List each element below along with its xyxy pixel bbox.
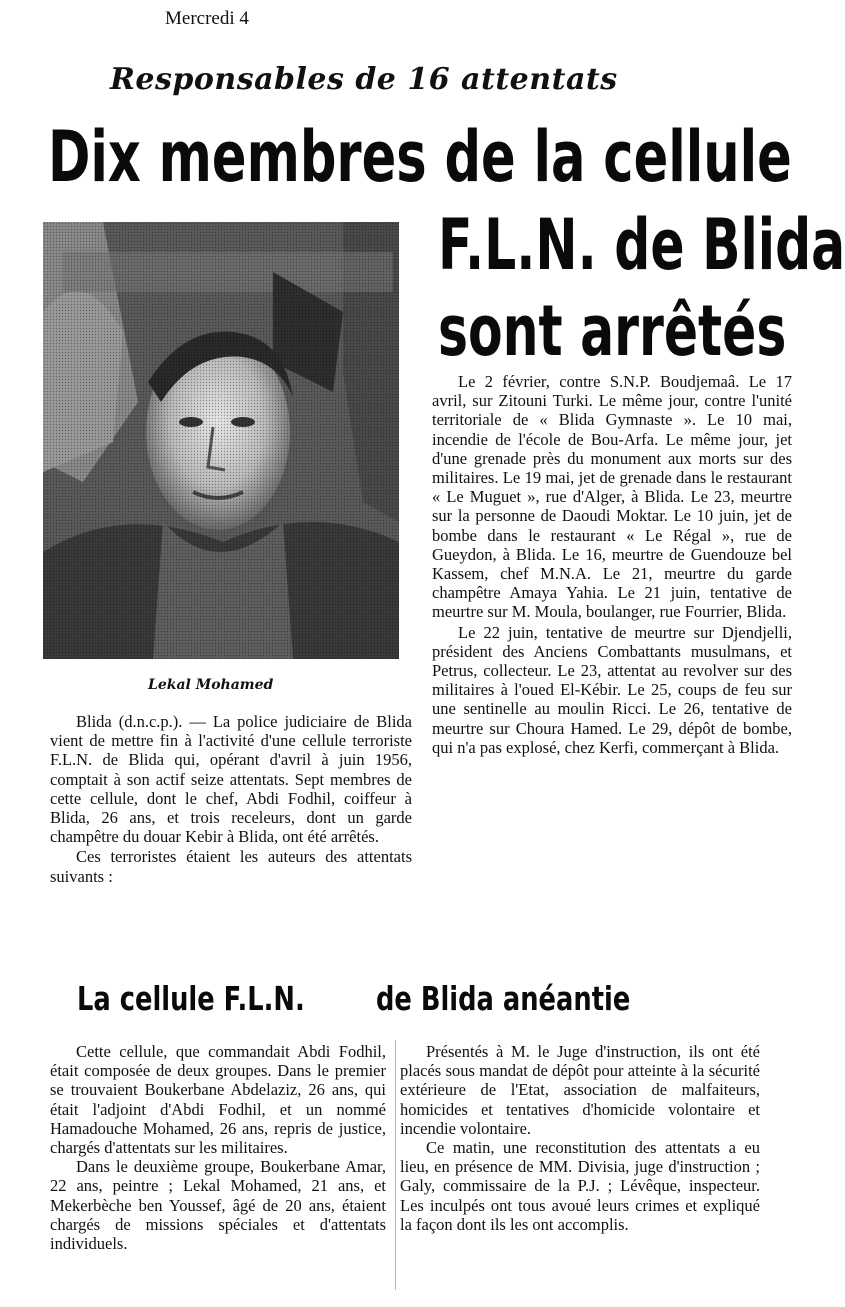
intro-paragraph: Ces terroristes étaient les auteurs des attentats suivants : [50,847,412,886]
portrait-photo [43,222,399,659]
justice-paragraph: Présentés à M. le Juge d'instruction, ils ont été placés sous mandat de dépôt pour atteinte à la sécurité extérieure de l'Etat, association de malfaiteurs, homicides et tentatives d'homicide volontaire et incendie volontaire. [400,1042,760,1138]
attacks-paragraph: Le 2 février, contre S.N.P. Boudjemaâ. Le 17 avril, sur Zitouni Turki. Le même jour, contre l'unité territoriale de « Blida Gymnaste ». Le 10 mai, incendie de l'école de Bou-Arfa. Le même jour, jet d'une grenade près du monument aux morts sur des militaires. Le 19 mai, jet de grenade dans le restaurant « Le Muguet », rue d'Alger, à Blida. Le 23, meurtre sur la personne de Daoudi Moktar. Le 10 juin, jet de bombe dans le restaurant « Le Régal », rue de Gueydon, à Blida. Le 16, meurtre de Guendouze bel Kassem, chef M.N.A. Le 21, meurtre du garde champêtre Amaya Yahia. Le 21 juin, tentative de meurtre sur M. Moula, boulanger, rue Fourrier, Blida. [432,372,792,622]
cell-paragraph: Cette cellule, que commandait Abdi Fodhil, était composée de deux groupes. Dans le premier se trouvaient Boukerbane Abdelaziz, 26 ans, qui était l'adjoint d'Abdi Fodhil, et un nommé Hamadouche Mohamed, 26 ans, repris de justice, chargés d'attentats sur les militaires. [50,1042,386,1158]
headline-line-2: F.L.N. de Blida [438,204,845,286]
attacks-paragraph: Le 22 juin, tentative de meurtre sur Djendjelli, président des Anciens Combattants musulmans, et Petrus, collecteur. Le 23, attentat au revolver sur des militaires à l'oued El-Kébir. Le 25, coups de feu sur une sentinelle au moulin Ricci. Le 26, tentative de meurtre sur Choura Hamed. Le 29, dépôt de bombe, qui n'a pas explosé, chez Kerfi, commerçant à Blida. [432,622,792,757]
subheading-part-1: La cellule F.L.N. [77,979,305,1018]
cell-column [50,1042,386,1253]
dateline: Mercredi 4 [165,8,249,29]
headline-line-1: Dix membres de la cellule [48,116,792,198]
attacks-column [432,372,792,757]
justice-paragraph: Ce matin, une reconstitution des attentats a eu lieu, en présence de MM. Divisia, juge d'instruction ; Galy, commissaire de la P.J. ; Lévêque, inspecteur. Les inculpés ont tous avoué leurs crimes et expliqué la façon dont ils les ont accomplis. [400,1138,760,1234]
column-divider [395,1040,396,1290]
intro-paragraph: Blida (d.n.c.p.). — La police judiciaire de Blida vient de mettre fin à l'activité d'une cellule terroriste F.L.N. de Blida qui, opérant d'avril à juin 1956, comptait à son actif seize attentats. Sept membres de cette cellule, dont le chef, Abdi Fodhil, coiffeur à Blida, 26 ans, et trois receleurs, dont un garde champêtre du douar Kebir à Blida, ont été arrêtés. [50,712,412,847]
photo-caption: Lekal Mohamed [148,677,274,693]
cell-paragraph: Dans le deuxième groupe, Boukerbane Amar, 22 ans, peintre ; Lekal Mohamed, 21 ans, et Mekerbèche ben Youssef, âgé de 20 ans, étaient chargés de missions spéciales et d'attentats individuels. [50,1157,386,1254]
intro-column [50,712,412,886]
justice-column [400,1042,760,1234]
headline-line-3: sont arrêtés [438,290,787,372]
subheading-part-2: de Blida anéantie [376,979,631,1018]
kicker-headline: Responsables de 16 attentats [110,62,618,97]
